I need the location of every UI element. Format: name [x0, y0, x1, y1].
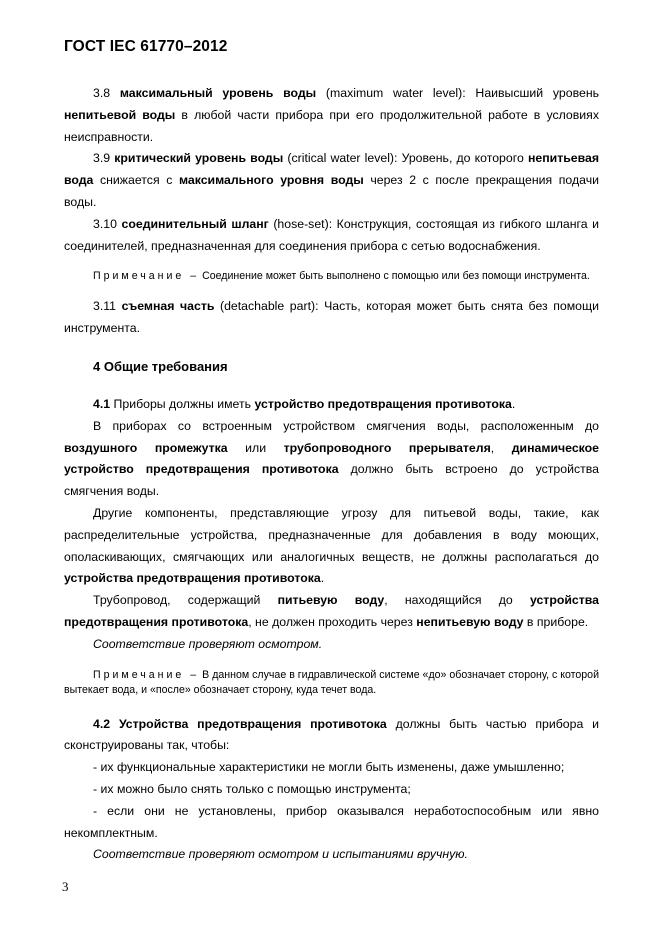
clause-3-11	[64, 296, 599, 340]
term: устройство предотвращения противотока	[254, 396, 512, 411]
term: устройства предотвращения противотока	[64, 571, 321, 586]
term: максимального уровня воды	[178, 173, 364, 188]
document-body	[64, 83, 599, 866]
clause-number: 4.2	[93, 716, 111, 731]
term: динамическое устройство предотвращения противотока	[64, 440, 600, 477]
clause-text: должно быть встроено до устройства смягчения воды.	[64, 462, 599, 499]
clause-number: 3.8	[93, 86, 111, 100]
clause-text: в любой части прибора при его продолжительной работе в условиях неисправности.	[64, 107, 599, 144]
clause-text: в приборе.	[523, 614, 589, 629]
clause-text: : Часть, которая может быть снята без помощи инструмента.	[64, 299, 599, 336]
clause-text: , не должен проходить через	[248, 614, 417, 629]
term: соединительный шланг	[121, 216, 269, 231]
clause-text: : Наивысший уровень	[462, 86, 600, 100]
note-text: Соединение может быть выполнено с помощью или без помощи инструмента.	[202, 270, 590, 283]
list-item: - если они не установлены, прибор оказывался неработоспособным или явно некомплектным.	[64, 803, 599, 840]
clause-number: 3.10	[93, 216, 117, 231]
term: трубопроводного прерывателя	[283, 440, 491, 455]
list-item: - их можно было снять только с помощью инструмента;	[93, 781, 411, 796]
clause-number: 3.11	[93, 299, 117, 314]
clause-text: Трубопровод, содержащий	[93, 593, 278, 608]
clause-4-1-pipeline	[64, 590, 599, 634]
section-heading-4: 4 Общие требования	[93, 358, 228, 374]
page-number: 3	[62, 879, 69, 894]
term: Устройства предотвращения противотока	[118, 716, 387, 731]
clause-3-10	[64, 214, 599, 258]
clause-text: : Конструкция, состоящая из гибкого шланга и соединителей, предназначенная для соединения прибора с сетью водоснабжения.	[64, 216, 599, 253]
clause-text: или	[227, 440, 284, 455]
term: питьевую воду	[277, 593, 385, 608]
clause-number: 4.1	[93, 396, 111, 411]
clause-text: снижается с	[93, 173, 173, 188]
note-text: В данном случае в гидравлической системе «до» обозначает сторону, с которой вытекает вода, и «после» обозначает сторону, куда течет вода.	[64, 668, 599, 696]
clause-text: .	[511, 396, 516, 411]
english-term: (detachable part)	[219, 299, 316, 314]
english-term: (critical water level)	[287, 151, 395, 166]
note-2	[64, 668, 599, 698]
clause-text: .	[320, 571, 325, 586]
note-label: Примечание –	[93, 668, 200, 681]
clause-text: : Уровень, до которого	[394, 151, 524, 166]
clause-4-1-components	[64, 503, 599, 590]
clause-number: 3.9	[93, 151, 111, 166]
term: устройства предотвращения противотока	[64, 593, 600, 629]
clause-text: Другие компоненты, представляющие угрозу для питьевой воды, такие, как распределительные устройства, предназначенные для добавления в воду моющих, ополаскивающих, смягчающих или аналогичных веществ, не должны располагаться до	[64, 505, 599, 564]
clause-text: ,	[490, 440, 512, 455]
compliance-statement-1: Соответствие проверяют осмотром.	[93, 636, 323, 651]
note-label: Примечание –	[93, 270, 200, 283]
list-item: - их функциональные характеристики не могли быть изменены, даже умышленно;	[93, 760, 565, 775]
term: непитьевой воды	[64, 107, 176, 122]
term: непитьевая вода	[64, 151, 600, 188]
clause-4-2	[64, 714, 599, 758]
term: максимальный уровень воды	[119, 86, 317, 100]
clause-text: В приборах со встроенным устройством смягчения воды, расположенным до	[93, 418, 599, 433]
english-term: (hose-set)	[273, 216, 329, 231]
clause-3-8	[64, 83, 599, 148]
term: съемная часть	[121, 299, 215, 314]
clause-3-9	[64, 148, 599, 213]
clause-4-1-softener	[64, 416, 599, 503]
note-1	[64, 269, 599, 284]
clause-4-1	[64, 394, 599, 416]
compliance-statement-2: Соответствие проверяют осмотром и испытаниями вручную.	[93, 847, 468, 862]
clause-text: Приборы должны иметь	[110, 396, 255, 411]
term: непитьевую воду	[416, 614, 524, 629]
clause-text: должны быть частью прибора и сконструированы так, чтобы:	[64, 716, 600, 753]
term: критический уровень воды	[114, 151, 284, 166]
clause-text: , находящийся до	[384, 593, 530, 608]
english-term: (maximum water level)	[325, 86, 463, 100]
term: воздушного промежутка	[64, 440, 228, 455]
clause-text: через 2 с после прекращения подачи воды.	[64, 173, 599, 209]
document-header: ГОСТ IEC 61770–2012	[64, 38, 228, 55]
